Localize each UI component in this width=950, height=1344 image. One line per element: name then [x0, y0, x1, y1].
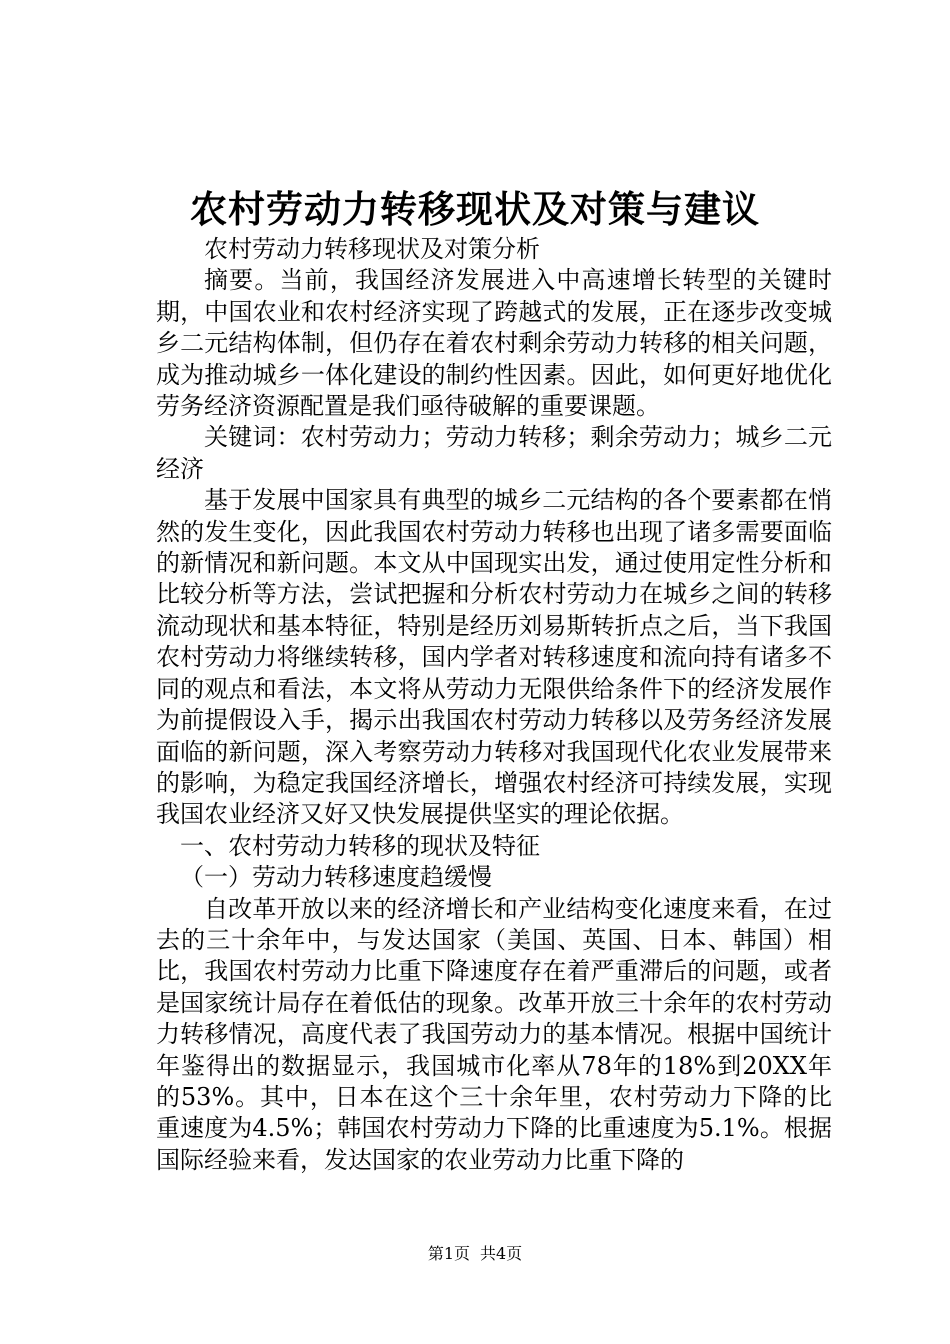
body-paragraph: 自改革开放以来的经济增长和产业结构变化速度来看，在过去的三十余年中，与发达国家（美国、英国、日本、韩国）相比，我国农村劳动力比重下降速度存在着严重滞后的问题，或者是国家统计局存在着低估的现象。改革开放三十余年的农村劳动力转移情况，高度代表了我国劳动力的基本情况。根据中国统计年鉴得出的数据显示，我国城市化率从78年的18%到20XX年的53%。其中，日本在这个三十余年里，农村劳动力下降的比重速度为4.5%；韩国农村劳动力下降的比重速度为5.1%。根据国际经验来看，发达国家的农业劳动力比重下降的: [156, 894, 832, 1174]
page-footer: [0, 1243, 950, 1265]
subsection-heading: （一）劳动力转移速度趋缓慢: [180, 863, 492, 892]
page-number: 第1页: [427, 1244, 470, 1263]
intro-paragraph: 基于发展中国家具有典型的城乡二元结构的各个要素都在悄然的发生变化，因此我国农村劳动力转移也出现了诸多需要面临的新情况和新问题。本文从中国现实出发，通过使用定性分析和比较分析等方法，尝试把握和分析农村劳动力在城乡之间的转移流动现状和基本特征，特别是经历刘易斯转折点之后，当下我国农村劳动力将继续转移，国内学者对转移速度和流向持有诸多不同的观点和看法，本文将从劳动力无限供给条件下的经济发展作为前提假设入手，揭示出我国农村劳动力转移以及劳务经济发展面临的新问题，深入考察劳动力转移对我国现代化农业发展带来的影响，为稳定我国经济增长，增强农村经济可持续发展，实现我国农业经济又好又快发展提供坚实的理论依据。: [156, 486, 832, 829]
keywords-paragraph: 关键词：农村劳动力；劳动力转移；剩余劳动力；城乡二元经济: [156, 423, 832, 483]
abstract-paragraph: 摘要。当前，我国经济发展进入中高速增长转型的关键时期，中国农业和农村经济实现了跨越式的发展，正在逐步改变城乡二元结构体制，但仍存在着农村剩余劳动力转移的相关问题，成为推动城乡一体化建设的制约性因素。因此，如何更好地优化劳务经济资源配置是我们亟待破解的重要课题。: [156, 266, 832, 421]
subtitle-paragraph: 农村劳动力转移现状及对策分析: [204, 235, 540, 263]
document-title: 农村劳动力转移现状及对策与建议: [190, 187, 760, 231]
document-body: [156, 234, 832, 1176]
section-heading: 一、农村劳动力转移的现状及特征: [180, 831, 540, 860]
page-total: 共4页: [480, 1244, 523, 1263]
